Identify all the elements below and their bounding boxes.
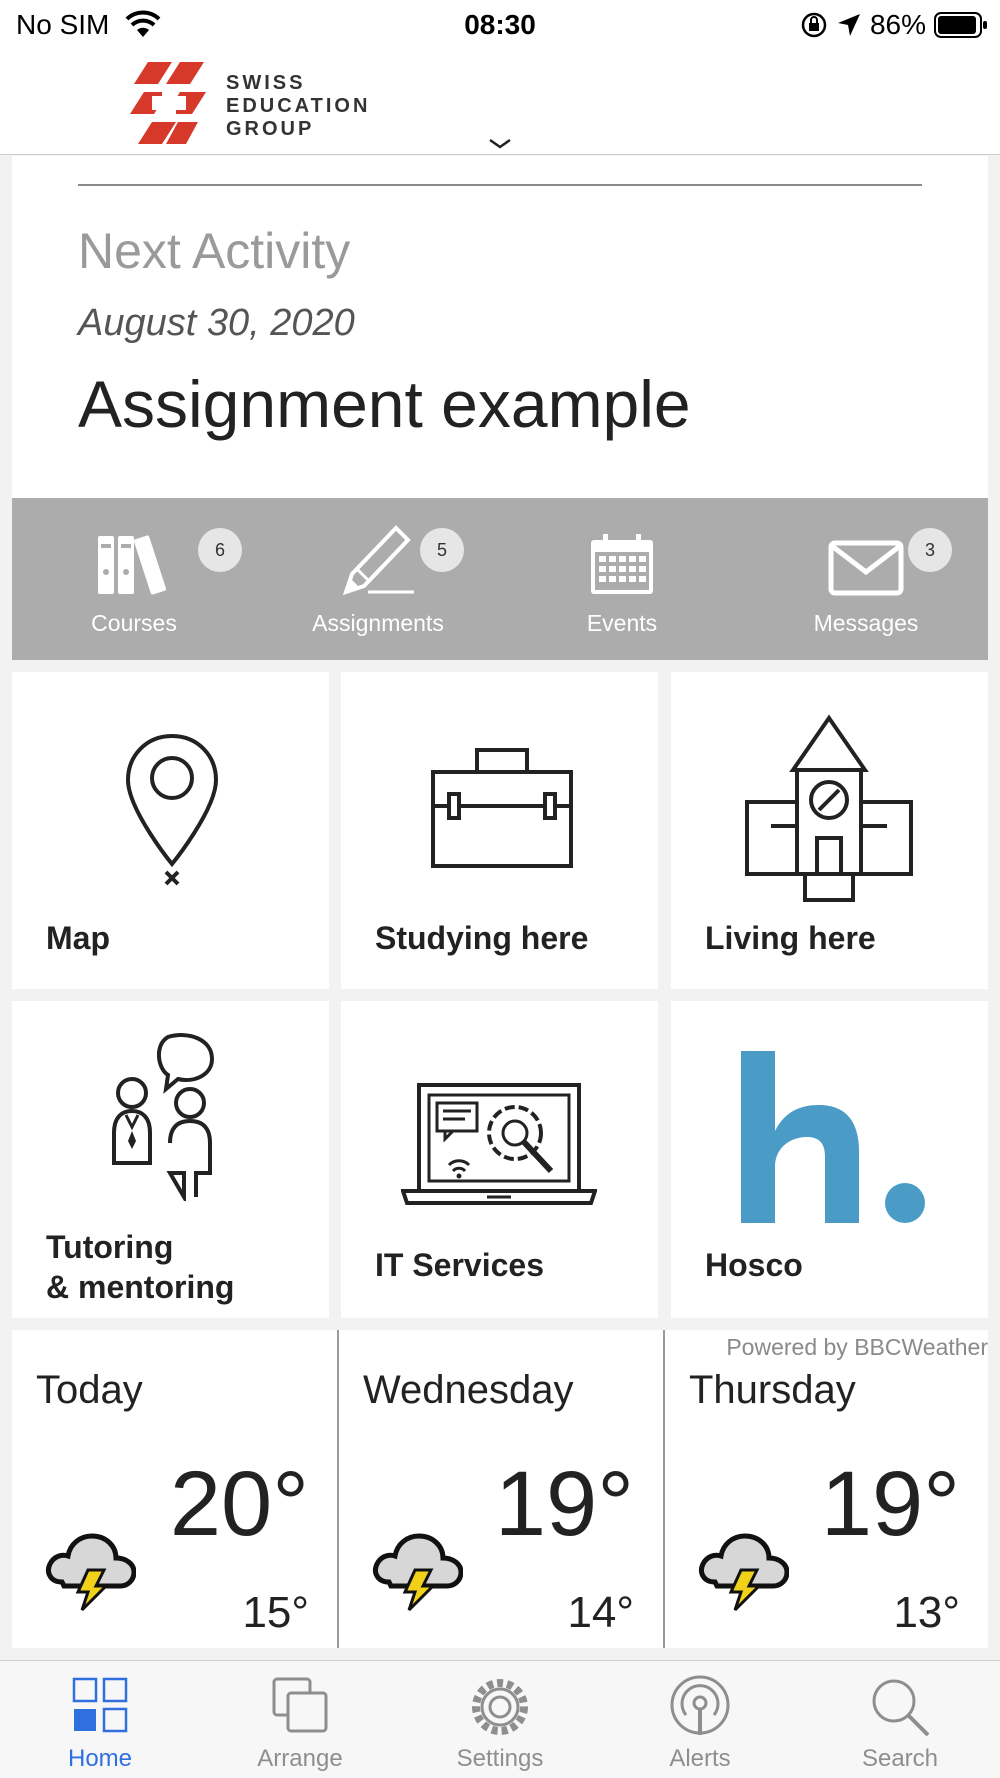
laptop-gear-icon	[401, 1081, 597, 1209]
thunderstorm-icon	[371, 1530, 463, 1612]
weather-high-temp: 19°	[494, 1453, 634, 1555]
logo-wordmark	[226, 72, 370, 141]
weather-day-name: Today	[36, 1368, 143, 1412]
tile-it-services[interactable]	[341, 1001, 658, 1318]
tab-settings-label: Settings	[456, 1745, 544, 1772]
binders-icon	[94, 532, 174, 596]
status-right	[800, 8, 988, 42]
envelope-icon	[828, 540, 904, 596]
weather-panel[interactable]	[12, 1330, 988, 1648]
tab-home[interactable]	[0, 1661, 200, 1778]
shortcut-courses-label: Courses	[91, 610, 177, 636]
logo-line-2: EDUCATION	[226, 95, 371, 117]
shortcut-assignments-label: Assignments	[312, 610, 444, 636]
weather-high-temp: 19°	[820, 1453, 960, 1555]
swiss-education-group-logo-icon	[128, 62, 212, 146]
weather-high-temp: 20°	[169, 1453, 309, 1555]
weather-day-today	[12, 1330, 337, 1648]
shortcut-messages[interactable]	[744, 498, 988, 660]
next-activity-card[interactable]	[12, 156, 988, 498]
weather-day-name: Wednesday	[363, 1368, 574, 1412]
next-activity-title: Assignment example	[78, 367, 691, 441]
school-building-icon	[743, 714, 915, 904]
tab-alerts-label: Alerts	[669, 1745, 731, 1772]
hosco-logo-icon	[737, 1047, 931, 1227]
tile-map-label: Map	[46, 920, 110, 956]
tile-hosco[interactable]	[671, 1001, 988, 1318]
tile-map[interactable]	[12, 672, 329, 989]
tile-studying-here[interactable]	[341, 672, 658, 989]
activity-divider	[78, 184, 922, 186]
calendar-icon	[589, 534, 655, 596]
home-grid-icon	[70, 1675, 130, 1735]
shortcut-assignments[interactable]	[256, 498, 500, 660]
weather-low-temp: 13°	[893, 1588, 960, 1637]
pencil-icon	[338, 522, 418, 596]
tab-bar	[0, 1660, 1000, 1778]
search-icon	[868, 1675, 932, 1739]
alerts-broadcast-icon	[668, 1675, 732, 1739]
shortcut-events-label: Events	[586, 610, 658, 636]
status-bar	[0, 0, 1000, 50]
tile-hosco-label: Hosco	[705, 1247, 803, 1283]
thunderstorm-icon	[44, 1530, 136, 1612]
battery-icon	[934, 11, 988, 39]
tile-tutoring-label-line-2: & mentoring	[46, 1269, 235, 1305]
weather-low-temp: 15°	[242, 1588, 309, 1637]
tab-settings[interactable]	[400, 1661, 600, 1778]
mentoring-people-icon	[108, 1031, 238, 1201]
tile-it-services-label: IT Services	[375, 1247, 544, 1283]
thunderstorm-icon	[697, 1530, 789, 1612]
logo-line-3: GROUP	[226, 118, 315, 140]
next-activity-heading: Next Activity	[78, 223, 351, 279]
tab-arrange-label: Arrange	[257, 1745, 343, 1772]
clock: 08:30	[464, 9, 536, 40]
weather-day-name: Thursday	[689, 1368, 856, 1412]
weather-credit: Powered by BBCWeather	[726, 1334, 988, 1360]
tab-search-label: Search	[861, 1745, 939, 1772]
toolbox-icon	[429, 746, 575, 870]
tab-arrange[interactable]	[200, 1661, 400, 1778]
shortcut-courses[interactable]	[12, 498, 256, 660]
location-arrow-icon	[836, 12, 862, 38]
battery-percent: 86%	[869, 9, 926, 40]
messages-badge: 3	[908, 528, 952, 572]
weather-day-thursday	[663, 1330, 988, 1648]
tile-living-here-label: Living here	[705, 920, 876, 956]
chevron-down-icon[interactable]	[488, 138, 512, 150]
shortcut-events[interactable]	[500, 498, 744, 660]
carrier-label: No SIM	[16, 9, 110, 40]
tab-home-label: Home	[67, 1745, 133, 1772]
map-pin-icon	[122, 732, 222, 892]
courses-badge: 6	[198, 528, 242, 572]
shortcut-messages-label: Messages	[813, 610, 919, 636]
settings-gear-icon	[468, 1675, 532, 1739]
tile-living-here[interactable]	[671, 672, 988, 989]
tab-alerts[interactable]	[600, 1661, 800, 1778]
app-header	[0, 50, 1000, 155]
tab-search[interactable]	[800, 1661, 1000, 1778]
assignments-badge: 5	[420, 528, 464, 572]
logo-line-1: SWISS	[226, 72, 306, 94]
tile-studying-here-label: Studying here	[375, 920, 589, 956]
next-activity-date: August 30, 2020	[78, 302, 355, 344]
tile-tutoring-mentoring[interactable]	[12, 1001, 329, 1318]
shortcut-bar	[12, 498, 988, 660]
arrange-icon	[270, 1675, 330, 1735]
weather-low-temp: 14°	[567, 1588, 634, 1637]
tile-tutoring-label-line-1: Tutoring	[46, 1229, 174, 1265]
weather-day-wednesday	[337, 1330, 662, 1648]
orientation-lock-icon	[800, 11, 828, 39]
